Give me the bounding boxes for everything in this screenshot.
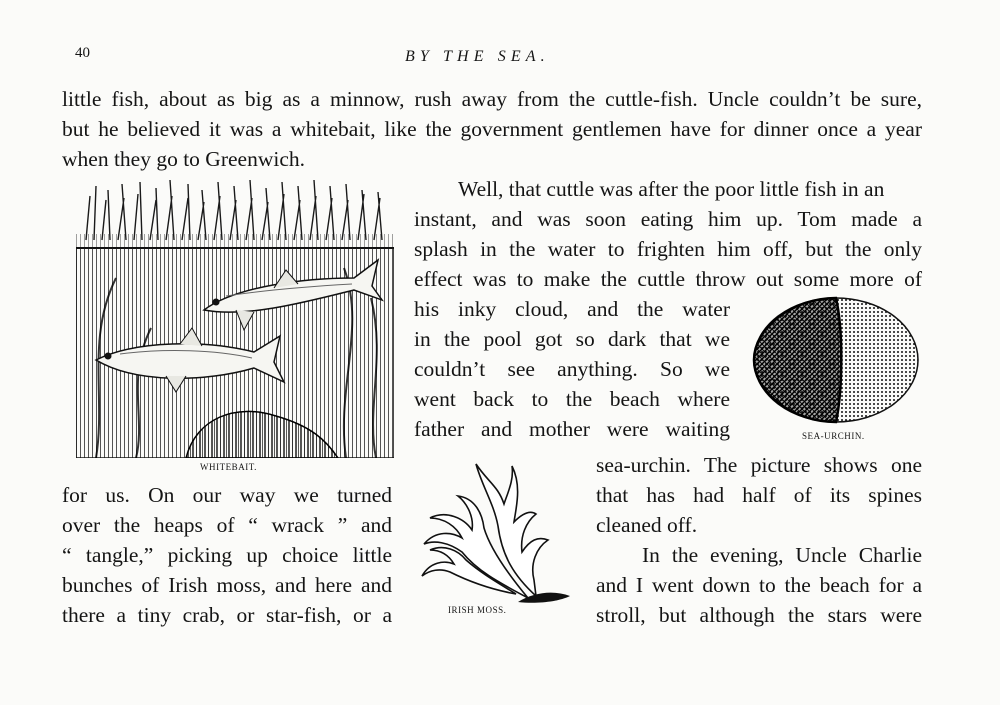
body-line: cleaned off.	[596, 513, 698, 537]
body-line: stroll, but although the stars were	[596, 603, 922, 627]
body-line: sea-urchin. The picture shows one	[596, 453, 922, 477]
body-line: and I went down to the beach for a	[596, 573, 922, 597]
body-line: instant, and was soon eating him up. Tom made a	[414, 207, 922, 231]
body-line: went back to the beach where	[414, 387, 730, 411]
body-line: couldn’t see anything. So we	[414, 357, 730, 381]
body-line: for us. On our way we turned	[62, 483, 392, 507]
page-number: 40	[75, 45, 90, 61]
body-line: “ tangle,” picking up choice little	[62, 543, 392, 567]
sea-urchin-illustration	[752, 294, 922, 428]
body-line: In the evening, Uncle Charlie	[642, 543, 922, 567]
irish-moss-caption: IRISH MOSS.	[448, 605, 507, 615]
body-line: little fish, about as big as a minnow, rush away from the cuttle-fish. Uncle couldn’t be sure,	[62, 87, 922, 111]
whitebait-illustration	[76, 178, 394, 458]
body-line: there a tiny crab, or star-fish, or a	[62, 603, 392, 627]
body-line: that has had half of its spines	[596, 483, 922, 507]
body-line: Well, that cuttle was after the poor little fish in an	[458, 177, 885, 201]
body-line: over the heaps of “ wrack ” and	[62, 513, 392, 537]
body-line: father and mother were waiting	[414, 417, 730, 441]
body-line: bunches of Irish moss, and here and	[62, 573, 392, 597]
body-line: when they go to Greenwich.	[62, 147, 305, 171]
whitebait-caption: WHITEBAIT.	[200, 462, 257, 472]
irish-moss-illustration	[418, 456, 574, 606]
running-title: BY THE SEA.	[405, 48, 550, 65]
body-line: effect was to make the cuttle throw out some more of	[414, 267, 922, 291]
body-line: his inky cloud, and the water	[414, 297, 730, 321]
body-line: in the pool got so dark that we	[414, 327, 730, 351]
sea-urchin-caption: SEA-URCHIN.	[802, 431, 865, 441]
body-line: but he believed it was a whitebait, like the government gentlemen have for dinner once a year	[62, 117, 922, 141]
body-line: splash in the water to frighten him off, but the only	[414, 237, 922, 261]
